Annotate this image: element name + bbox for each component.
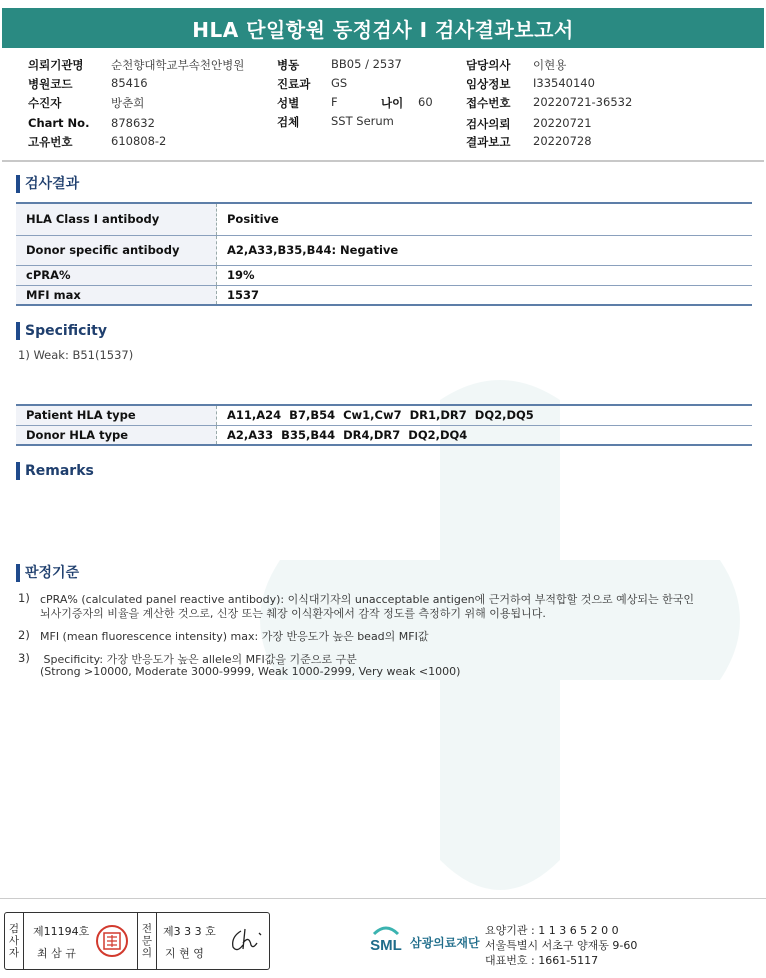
table-row: [16, 265, 752, 285]
result-key: cPRA%: [16, 265, 217, 285]
criteria-num: 3): [18, 651, 30, 665]
hla-value: A2,A33 B35,B44 DR4,DR7 DQ2,DQ4: [217, 425, 753, 445]
specialist-label-char: 전: [141, 923, 153, 935]
specificity-text: 1) Weak: B51(1537): [18, 348, 134, 362]
specificity-section-title: Specificity: [16, 322, 107, 340]
hla-table: [16, 404, 752, 446]
info-value-age: 60: [418, 95, 433, 109]
info-label-unique-no: 고유번호: [28, 135, 73, 149]
organization-name: 삼광의료재단: [410, 936, 480, 950]
specialist-license-no: 제3 3 3 호: [163, 925, 216, 938]
table-row: [16, 285, 752, 305]
info-label-report-date: 결과보고: [466, 135, 511, 149]
header-divider: [2, 160, 764, 162]
info-value-report-date: 20220728: [533, 134, 592, 148]
info-label-receipt-no: 접수번호: [466, 96, 511, 110]
info-label-request-date: 검사의뢰: [466, 117, 511, 131]
info-label-doctor: 담당의사: [466, 58, 511, 72]
info-label-age: 나이: [381, 96, 404, 110]
examiner-label-char: 사: [8, 935, 20, 947]
hla-key: Patient HLA type: [16, 405, 217, 425]
specialist-label-char: 의: [141, 947, 153, 959]
info-label-hospital-code: 병원코드: [28, 77, 73, 91]
result-value: Positive: [217, 203, 753, 235]
report-title: HLA 단일항원 동정검사 I 검사결과보고서: [2, 8, 764, 48]
result-value: A2,A33,B35,B44: Negative: [217, 235, 753, 265]
seal-icon: [95, 924, 129, 958]
info-label-specimen: 검체: [277, 115, 300, 129]
criteria-num: 1): [18, 591, 30, 605]
specialist-label: [137, 913, 157, 969]
specialist-name: 지 현 영: [165, 947, 204, 960]
patient-info: [0, 55, 766, 155]
results-table: [16, 202, 752, 306]
sml-logo-icon: [366, 920, 406, 960]
info-label-institution: 의뢰기관명: [28, 58, 84, 72]
info-value-ward: BB05 / 2537: [331, 57, 402, 71]
organization-address: 서울특별시 서초구 양재동 9-60: [485, 939, 638, 952]
examiner-license-no: 제11194호: [33, 925, 90, 938]
specialist-label-char: 문: [141, 935, 153, 947]
hla-key: Donor HLA type: [16, 425, 217, 445]
info-value-department: GS: [331, 76, 348, 90]
table-row: [16, 203, 752, 235]
info-value-patient: 방춘희: [111, 96, 145, 110]
sml-logo-text: SML: [370, 937, 402, 954]
info-value-institution: 순천향대학교부속천안병원: [111, 58, 245, 72]
signature-box: [4, 912, 270, 970]
criteria-line: Specificity: 가장 반응도가 높은 allele의 MFI값을 기준으로 구분: [40, 653, 357, 666]
examiner-name: 최 삼 규: [37, 947, 76, 960]
info-value-sex: F: [331, 95, 338, 109]
info-value-specimen: SST Serum: [331, 114, 394, 128]
info-label-ward: 병동: [277, 58, 300, 72]
info-value-doctor: 이현용: [533, 58, 567, 72]
criteria-line: MFI (mean fluorescence intensity) max: 가장 반응도가 높은 bead의 MFI값: [40, 630, 429, 643]
results-section-title: 검사결과: [16, 175, 79, 193]
info-label-patient: 수진자: [28, 96, 62, 110]
signature-icon: [227, 925, 265, 957]
info-label-department: 진료과: [277, 77, 311, 91]
info-label-chart-no: Chart No.: [28, 116, 90, 130]
info-value-chart-no: 878632: [111, 116, 155, 130]
criteria-line: 뇌사기증자의 비율을 계산한 것으로, 신장 또는 췌장 이식환자에서 감작 정도를 측정하기 위해 이용됩니다.: [40, 607, 546, 620]
result-value: 1537: [217, 285, 753, 305]
table-row: [16, 405, 752, 425]
info-value-clinical-info: I33540140: [533, 76, 595, 90]
table-row: [16, 425, 752, 445]
remarks-section-title: Remarks: [16, 462, 94, 480]
examiner-label-char: 검: [8, 923, 20, 935]
footer-divider: [0, 898, 766, 899]
info-label-clinical-info: 임상정보: [466, 77, 511, 91]
result-value: 19%: [217, 265, 753, 285]
criteria-line: (Strong >10000, Moderate 3000-9999, Weak 1000-2999, Very weak <1000): [40, 665, 461, 678]
table-row: [16, 235, 752, 265]
info-value-hospital-code: 85416: [111, 76, 148, 90]
criteria-line: cPRA% (calculated panel reactive antibody): 이식대기자의 unacceptable antigen에 근거하여 부적합할 것으로 예상되는 한국인: [40, 593, 694, 606]
info-value-unique-no: 610808-2: [111, 134, 167, 148]
criteria-section-title: 판정기준: [16, 564, 79, 582]
criteria-num: 2): [18, 628, 30, 642]
info-value-receipt-no: 20220721-36532: [533, 95, 633, 109]
examiner-label-char: 자: [8, 947, 20, 959]
info-value-request-date: 20220721: [533, 116, 592, 130]
result-key: Donor specific antibody: [16, 235, 217, 265]
info-label-sex: 성별: [277, 96, 300, 110]
organization-phone: 대표번호 : 1661-5117: [485, 954, 599, 967]
hla-value: A11,A24 B7,B54 Cw1,Cw7 DR1,DR7 DQ2,DQ5: [217, 405, 753, 425]
result-key: MFI max: [16, 285, 217, 305]
examiner-label: [5, 913, 24, 969]
result-key: HLA Class I antibody: [16, 203, 217, 235]
institution-code: 요양기관 : 1 1 3 6 5 2 0 0: [485, 924, 619, 937]
